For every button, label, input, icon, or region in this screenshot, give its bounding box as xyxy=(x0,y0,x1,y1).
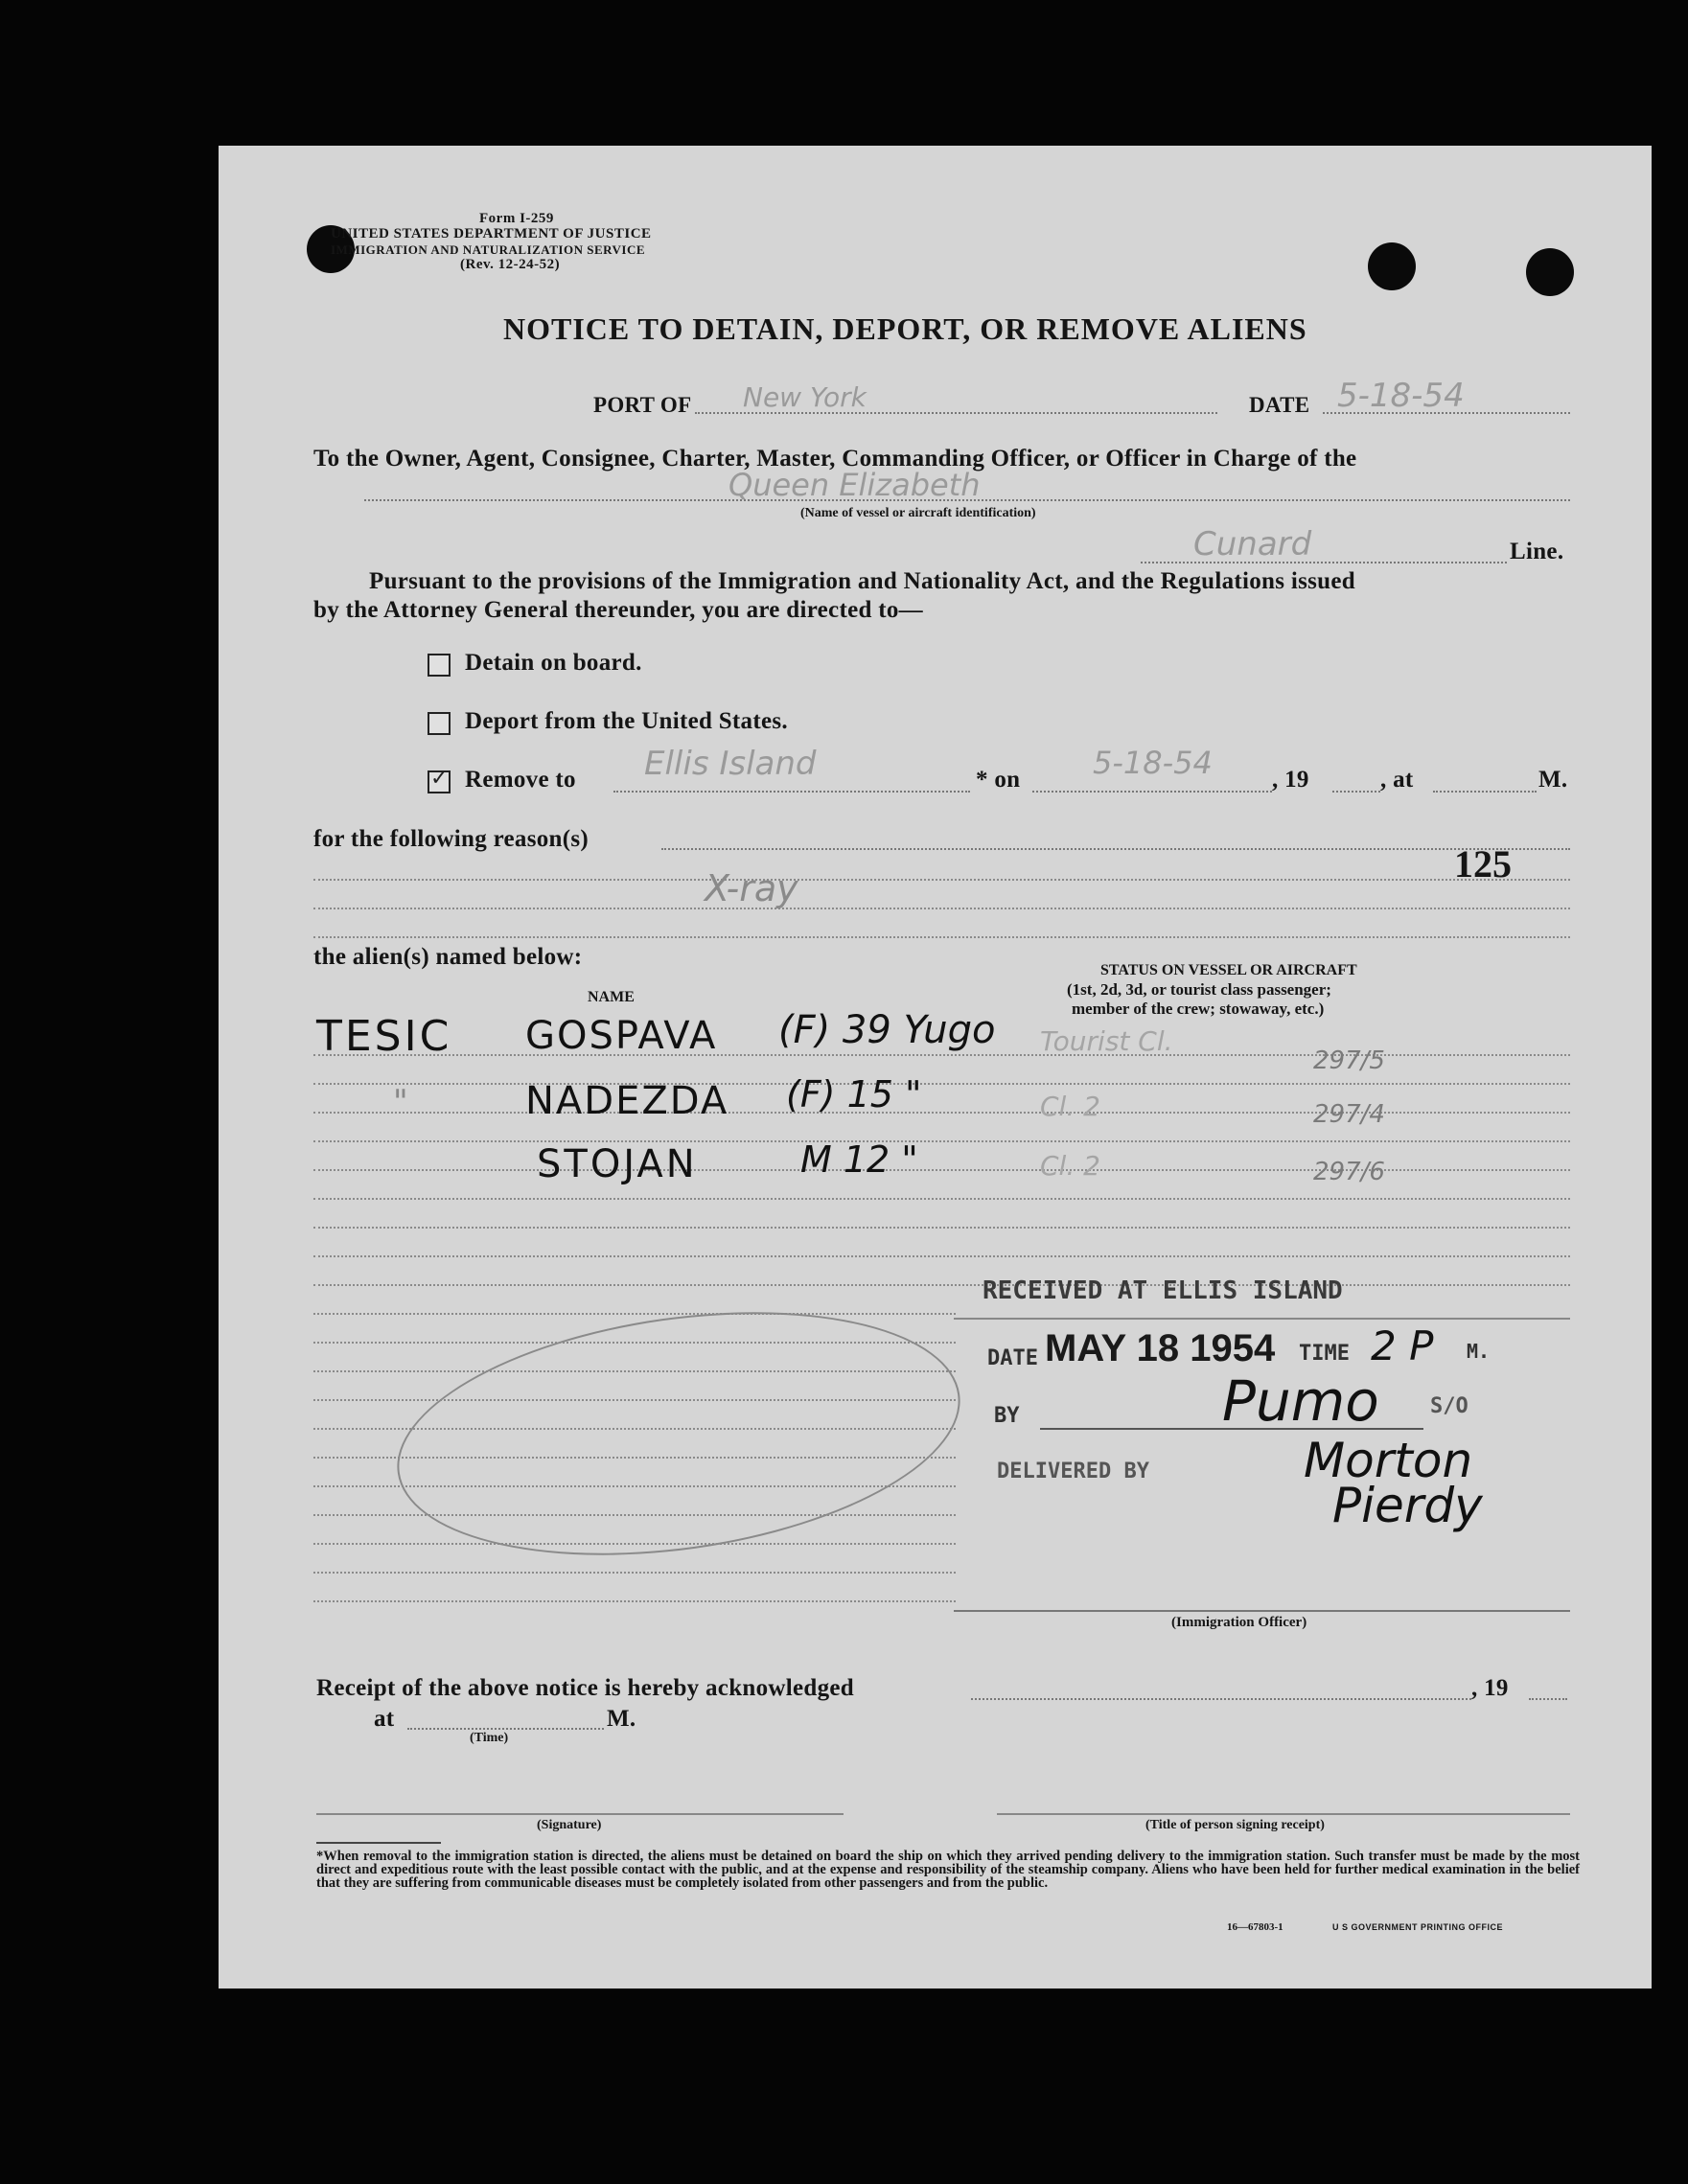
alien-2-detail: (F) 15 " xyxy=(786,1073,922,1115)
receipt-date-line xyxy=(971,1698,1471,1700)
alien-2-status: Cl. 2 xyxy=(1040,1091,1100,1122)
footnote-text: *When removal to the immigration station is directed, the aliens must be detained on board the ship on which they arrived pending delivery to the immigration station. Such transfer must be made by the most direct and expeditious route with the least possible contact with the public, and at the expense and responsibility of the steamship company. Aliens who have been held for further medical examination in the belief that they are suffering from communicable diseases must be completely isolated from other passengers and from the public. xyxy=(316,1849,1580,1891)
deport-checkbox[interactable] xyxy=(428,712,451,735)
year-line xyxy=(1332,791,1380,793)
receipt-time-caption: (Time) xyxy=(470,1731,509,1745)
received-date: MAY 18 1954 xyxy=(1045,1327,1276,1369)
receipt-m-label: M. xyxy=(607,1706,636,1732)
officer-signature xyxy=(1035,1552,1056,1601)
alien-rule xyxy=(313,1255,1570,1257)
port-value: New York xyxy=(743,381,867,413)
receipt-text: Receipt of the above notice is hereby acknowledged xyxy=(316,1675,855,1701)
status-header-line-1: STATUS ON VESSEL OR AIRCRAFT xyxy=(1100,962,1357,978)
checkmark-icon: ✓ xyxy=(430,767,449,791)
revision-line: (Rev. 12-24-52) xyxy=(460,257,561,272)
status-header-line-3: member of the crew; stowaway, etc.) xyxy=(1072,1000,1325,1018)
name-column-header: NAME xyxy=(588,989,635,1005)
remove-to-value: Ellis Island xyxy=(644,745,817,783)
service-line: IMMIGRATION AND NATURALIZATION SERVICE xyxy=(331,242,646,257)
received-so-label: S/O xyxy=(1430,1394,1468,1418)
aliens-label: the alien(s) named below: xyxy=(313,944,583,970)
reason-value: X-ray xyxy=(705,867,798,909)
alien-2-surname: " xyxy=(393,1083,408,1121)
department-line: UNITED STATES DEPARTMENT OF JUSTICE xyxy=(331,226,652,241)
on-date-line xyxy=(1032,791,1272,793)
received-by-label: BY xyxy=(994,1404,1020,1428)
m-label: M. xyxy=(1538,767,1568,793)
alien-rule xyxy=(313,1313,956,1315)
alien-3-ref: 297/6 xyxy=(1313,1158,1385,1186)
on-date-value: 5-18-54 xyxy=(1093,745,1213,781)
punch-hole-right xyxy=(1526,248,1574,296)
footnote-rule xyxy=(316,1842,441,1844)
alien-rule xyxy=(313,1600,956,1602)
remove-checkbox[interactable] xyxy=(428,767,451,793)
alien-1-surname: TESIC xyxy=(316,1012,452,1061)
received-time: 2 P xyxy=(1371,1322,1434,1369)
vessel-caption: (Name of vessel or aircraft identification) xyxy=(800,506,1036,520)
alien-rule xyxy=(313,1083,1570,1085)
detain-label: Detain on board. xyxy=(465,650,642,676)
alien-rule xyxy=(313,1227,1570,1229)
alien-3-given-name: STOJAN xyxy=(537,1142,698,1186)
alien-1-detail: (F) 39 Yugo xyxy=(778,1008,996,1052)
received-time-label: TIME xyxy=(1299,1342,1350,1366)
delivered-by-label: DELIVERED BY xyxy=(997,1460,1149,1483)
signature-line xyxy=(316,1813,844,1815)
alien-3-status: Cl. 2 xyxy=(1040,1150,1100,1182)
received-by-signature: Pumo xyxy=(1222,1368,1379,1434)
alien-rule xyxy=(313,1198,1570,1200)
printer-office: U S GOVERNMENT PRINTING OFFICE xyxy=(1332,1922,1504,1932)
officer-caption: (Immigration Officer) xyxy=(1171,1615,1307,1630)
date-value: 5-18-54 xyxy=(1337,377,1465,415)
alien-rule xyxy=(313,1140,1570,1142)
pursuant-line-2: by the Attorney General thereunder, you are directed to— xyxy=(313,597,923,623)
year-label: , 19 xyxy=(1272,767,1309,793)
title-caption: (Title of person signing receipt) xyxy=(1145,1818,1325,1832)
alien-1-ref: 297/5 xyxy=(1313,1046,1385,1075)
line-company-value: Cunard xyxy=(1193,525,1312,563)
punch-hole-middle xyxy=(1368,242,1416,290)
officer-signature-line xyxy=(954,1610,1570,1612)
on-label: * on xyxy=(976,767,1021,793)
form-sheet xyxy=(219,146,1652,1989)
alien-rule xyxy=(313,1572,956,1574)
alien-1-status: Tourist Cl. xyxy=(1040,1025,1173,1057)
alien-3-detail: M 12 " xyxy=(800,1138,918,1181)
at-label: , at xyxy=(1380,767,1414,793)
signature-caption: (Signature) xyxy=(537,1818,602,1832)
detain-checkbox[interactable] xyxy=(428,654,451,677)
received-m-suffix: M. xyxy=(1467,1340,1491,1363)
received-date-prefix: DATE xyxy=(987,1346,1038,1370)
time-line xyxy=(1433,791,1537,793)
title-line xyxy=(997,1813,1570,1815)
pursuant-line-1: Pursuant to the provisions of the Immigration and Nationality Act, and the Regulations issued xyxy=(369,568,1355,594)
receipt-year-label: , 19 xyxy=(1471,1675,1509,1701)
alien-2-ref: 297/4 xyxy=(1313,1100,1385,1129)
date-label: DATE xyxy=(1249,393,1310,417)
form-title: NOTICE TO DETAIN, DEPORT, OR REMOVE ALIENS xyxy=(503,311,1307,346)
reason-label: for the following reason(s) xyxy=(313,826,590,852)
delivered-by-name-1: Morton xyxy=(1304,1433,1473,1488)
alien-rule xyxy=(313,1284,1570,1286)
deport-label: Deport from the United States. xyxy=(465,708,788,734)
line-label: Line. xyxy=(1510,539,1564,564)
form-number: Form I-259 xyxy=(479,211,554,226)
delivered-by-name-2: Pierdy xyxy=(1332,1478,1483,1533)
received-stamp-heading: RECEIVED AT ELLIS ISLAND xyxy=(983,1276,1343,1305)
reason-line-3 xyxy=(313,908,1570,909)
reason-line-1 xyxy=(661,848,1570,850)
printer-code: 16—67803-1 xyxy=(1227,1921,1283,1933)
reason-line-4 xyxy=(313,936,1570,938)
status-header-line-2: (1st, 2d, 3d, or tourist class passenger; xyxy=(1067,980,1331,999)
alien-2-given-name: NADEZDA xyxy=(525,1079,729,1123)
remove-label: Remove to xyxy=(465,767,576,793)
addressee-text: To the Owner, Agent, Consignee, Charter, Master, Commanding Officer, or Officer in Charge of the xyxy=(313,446,1357,471)
port-label: PORT OF xyxy=(593,393,692,417)
receipt-at-label: at xyxy=(374,1706,395,1732)
reason-line-2 xyxy=(313,879,1570,881)
alien-1-given-name: GOSPAVA xyxy=(525,1014,718,1058)
receipt-time-line xyxy=(407,1728,604,1730)
remove-to-line xyxy=(613,791,970,793)
received-stamp-rule xyxy=(954,1318,1570,1320)
vessel-value: Queen Elizabeth xyxy=(728,467,981,503)
receipt-year-line xyxy=(1529,1698,1567,1700)
reason-number-stamp: 125 xyxy=(1454,842,1512,885)
